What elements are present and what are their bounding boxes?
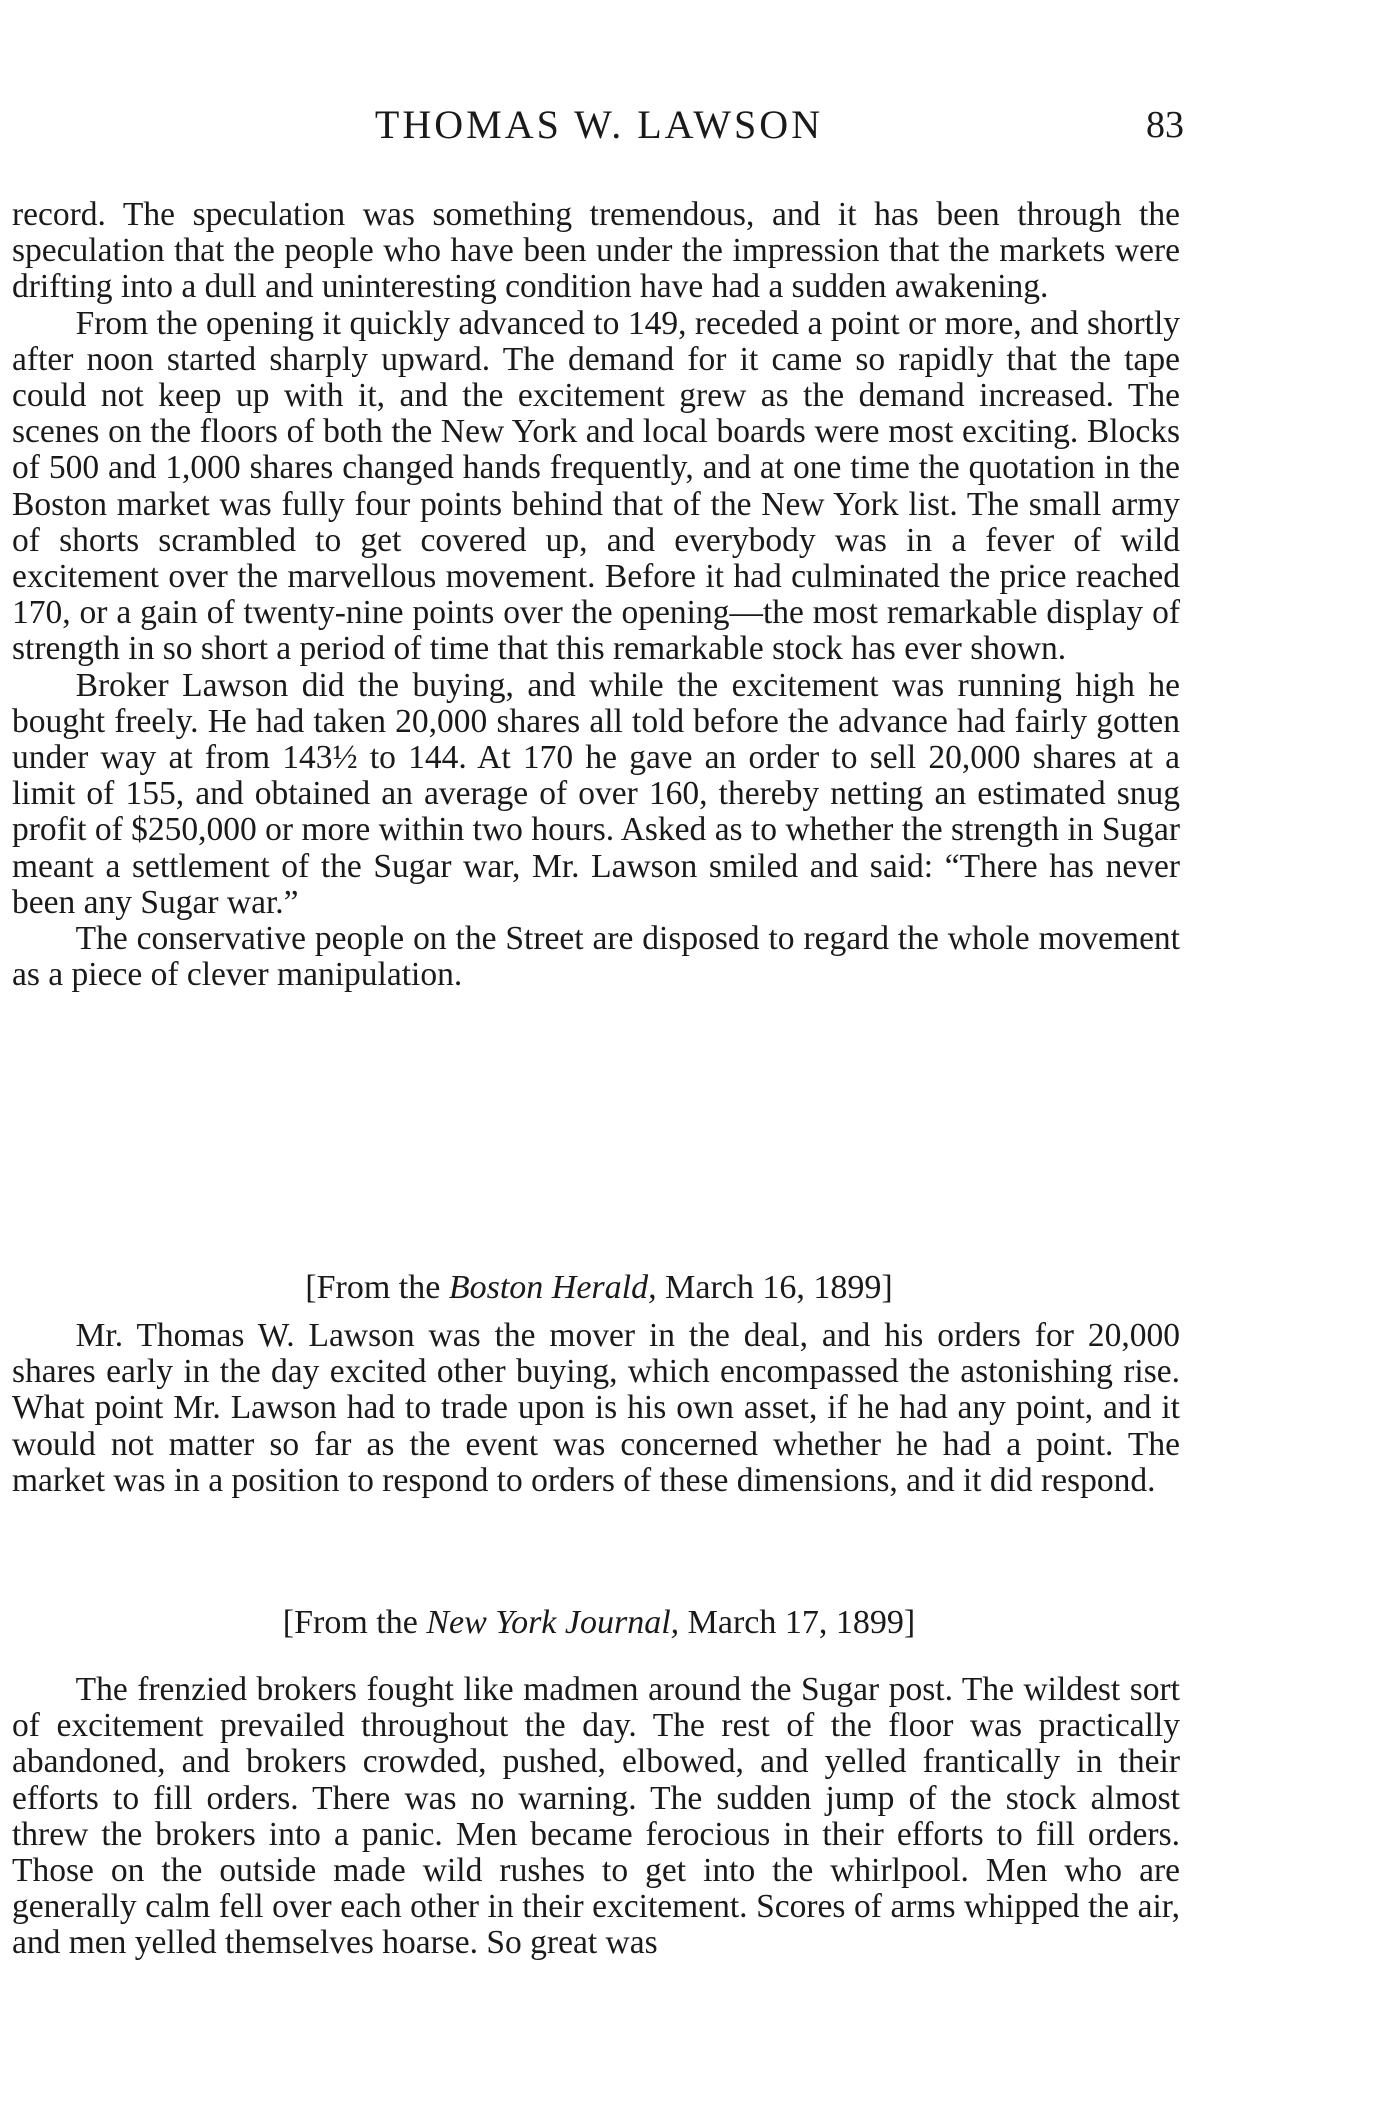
paragraph: The frenzied brokers fought like madmen around the Sugar post. The wildest sort of excitement prevailed throughout the day. The rest of the floor was practically abandoned, and brokers crowded, pushed, elbowed, and yelled frantically in their efforts to fill orders. There was no warning. The sudden jump of the stock almost threw the brokers into a panic. Men became ferocious in their efforts to fill orders. Those on the outside made wild rushes to get into the whirlpool. Men who are generally calm fell over each other in their excitement. Scores of arms whipped the air, and men yelled themselves hoarse. So great was [12,1671,1180,1962]
heading-suffix: March 17, 1899] [679,1604,916,1641]
journal-text [12,1672,1180,1962]
page-number: 83 [1146,104,1184,146]
paragraph: Broker Lawson did the buying, and while the excitement was running high he bought freely. He had taken 20,000 shares all told before the advance had fairly gotten under way at from 143½ to 144. At 170 he gave an order to sell 20,000 shares at a limit of 155, and obtained an average of over 160, thereby netting an estimated snug profit of $250,000 or more within two hours. Asked as to whether the strength in Sugar meant a settlement of the Sugar war, Mr. Lawson smiled and said: “There has never been any Sugar war.” [12,666,1180,921]
paragraph: Mr. Thomas W. Lawson was the mover in the deal, and his orders for 20,000 shares early in the day excited other buying, which encompassed the astonishing rise. What point Mr. Lawson had to trade upon is his own asset, if he had any point, and it would not matter so far as the event was concerned whether he had a point. The market was in a position to respond to orders of these dimensions, and it did respond. [12,1317,1180,1499]
paragraph: From the opening it quickly advanced to 149, receded a point or more, and shortly after noon started sharply upward. The demand for it came so rapidly that the tape could not keep up with it, and the excitement grew as the demand increased. The scenes on the floors of both the New York and local boards were most exciting. Blocks of 500 and 1,000 shares changed hands frequently, and at one time the quotation in the Boston market was fully four points behind that of the New York list. The small army of shorts scrambled to get covered up, and everybody was in a fever of wild excitement over the marvellous movement. Before it had culminated the price reached 170, or a gain of twenty-nine points over the opening—the most remarkable display of strength in so short a period of time that this remarkable stock has ever shown. [12,304,1180,668]
herald-text [12,1318,1180,1499]
running-title: THOMAS W. LAWSON [374,102,824,147]
heading-prefix: [From the [305,1269,449,1306]
running-head [14,100,1184,150]
heading-prefix: [From the [282,1604,427,1641]
source-heading-boston-herald [14,1268,1184,1308]
publication-name: Boston Herald, [448,1269,657,1306]
paragraph: The conservative people on the Street are disposed to regard the whole movement as a piece of clever manipulation. [12,920,1180,994]
heading-suffix: March 16, 1899] [656,1269,893,1306]
source-heading-new-york-journal [14,1603,1184,1643]
main-text [12,197,1180,993]
publication-name: New York Journal, [426,1604,680,1641]
paragraph-continued: record. The speculation was something tremendous, and it has been through the speculation that the people who have been under the impression that the markets were drifting into a dull and uninteresting condition have had a sudden awakening. [12,196,1180,306]
